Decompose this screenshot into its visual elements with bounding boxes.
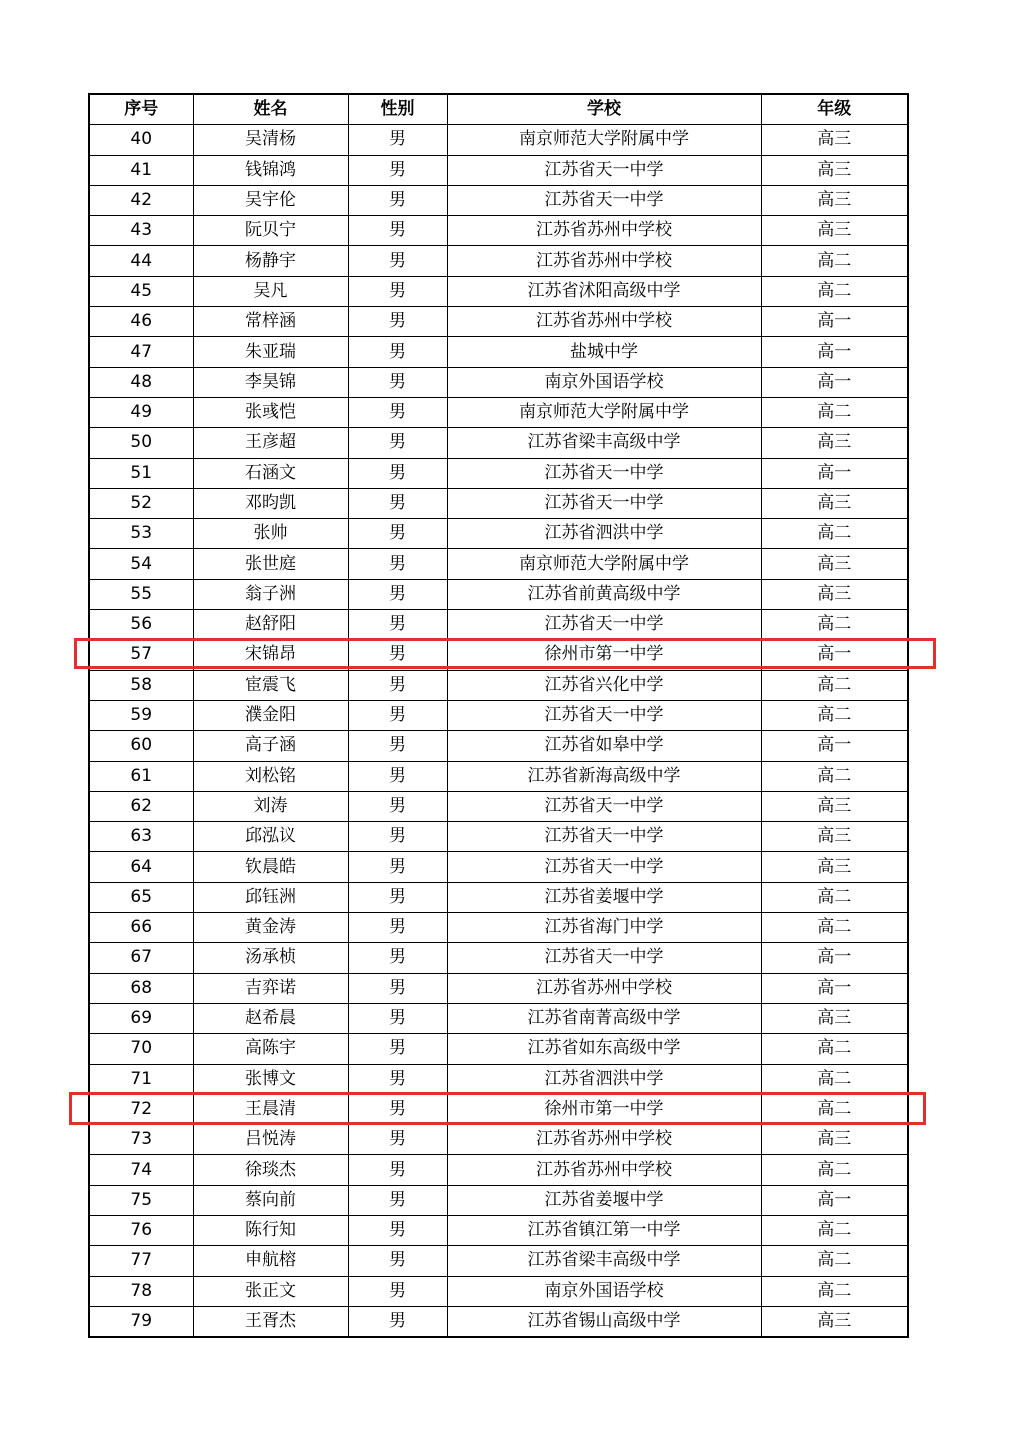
cell-name: 杨静宇 bbox=[193, 246, 348, 276]
cell-grade: 高三 bbox=[761, 579, 908, 609]
cell-name: 翁子洲 bbox=[193, 579, 348, 609]
table-row bbox=[89, 1246, 908, 1276]
cell-name: 宋锦昂 bbox=[193, 640, 348, 670]
table-row bbox=[89, 1155, 908, 1185]
cell-school: 江苏省锡山高级中学 bbox=[447, 1306, 761, 1337]
cell-name: 蔡向前 bbox=[193, 1185, 348, 1215]
cell-name: 张帅 bbox=[193, 519, 348, 549]
cell-grade: 高三 bbox=[761, 216, 908, 246]
cell-school: 江苏省天一中学 bbox=[447, 700, 761, 730]
table-body bbox=[89, 125, 908, 1337]
cell-no: 51 bbox=[89, 458, 193, 488]
cell-gender: 男 bbox=[348, 1155, 447, 1185]
cell-no: 72 bbox=[89, 1094, 193, 1124]
cell-grade: 高一 bbox=[761, 367, 908, 397]
cell-grade: 高三 bbox=[761, 549, 908, 579]
table-row bbox=[89, 579, 908, 609]
cell-no: 55 bbox=[89, 579, 193, 609]
table-row bbox=[89, 1276, 908, 1306]
cell-school: 南京外国语学校 bbox=[447, 367, 761, 397]
cell-name: 钱锦鸿 bbox=[193, 155, 348, 185]
cell-school: 江苏省天一中学 bbox=[447, 822, 761, 852]
table-row bbox=[89, 125, 908, 155]
cell-gender: 男 bbox=[348, 791, 447, 821]
table-row bbox=[89, 822, 908, 852]
cell-gender: 男 bbox=[348, 397, 447, 427]
cell-name: 吕悦涛 bbox=[193, 1125, 348, 1155]
cell-gender: 男 bbox=[348, 1306, 447, 1337]
cell-gender: 男 bbox=[348, 185, 447, 215]
cell-no: 78 bbox=[89, 1276, 193, 1306]
cell-school: 江苏省泗洪中学 bbox=[447, 1064, 761, 1094]
cell-school: 江苏省天一中学 bbox=[447, 458, 761, 488]
cell-school: 江苏省天一中学 bbox=[447, 852, 761, 882]
cell-grade: 高三 bbox=[761, 125, 908, 155]
table-row bbox=[89, 640, 908, 670]
cell-no: 64 bbox=[89, 852, 193, 882]
table-row bbox=[89, 307, 908, 337]
cell-school: 江苏省南菁高级中学 bbox=[447, 1003, 761, 1033]
cell-no: 59 bbox=[89, 700, 193, 730]
cell-grade: 高三 bbox=[761, 1306, 908, 1337]
table-row bbox=[89, 397, 908, 427]
cell-grade: 高二 bbox=[761, 276, 908, 306]
cell-grade: 高一 bbox=[761, 458, 908, 488]
cell-gender: 男 bbox=[348, 1094, 447, 1124]
cell-grade: 高二 bbox=[761, 519, 908, 549]
cell-grade: 高二 bbox=[761, 1094, 908, 1124]
cell-school: 江苏省苏州中学校 bbox=[447, 1155, 761, 1185]
cell-school: 江苏省新海高级中学 bbox=[447, 761, 761, 791]
cell-gender: 男 bbox=[348, 579, 447, 609]
cell-gender: 男 bbox=[348, 610, 447, 640]
cell-gender: 男 bbox=[348, 1276, 447, 1306]
cell-grade: 高一 bbox=[761, 731, 908, 761]
cell-name: 王胥杰 bbox=[193, 1306, 348, 1337]
cell-school: 徐州市第一中学 bbox=[447, 1094, 761, 1124]
header-name: 姓名 bbox=[193, 94, 348, 125]
table-row bbox=[89, 761, 908, 791]
cell-grade: 高一 bbox=[761, 337, 908, 367]
table-row bbox=[89, 852, 908, 882]
cell-gender: 男 bbox=[348, 761, 447, 791]
cell-name: 王晨清 bbox=[193, 1094, 348, 1124]
table-row bbox=[89, 276, 908, 306]
table-row bbox=[89, 1003, 908, 1033]
cell-grade: 高三 bbox=[761, 185, 908, 215]
cell-school: 江苏省天一中学 bbox=[447, 610, 761, 640]
cell-gender: 男 bbox=[348, 943, 447, 973]
cell-name: 邓昀凯 bbox=[193, 488, 348, 518]
cell-school: 盐城中学 bbox=[447, 337, 761, 367]
cell-no: 76 bbox=[89, 1215, 193, 1245]
cell-grade: 高二 bbox=[761, 882, 908, 912]
cell-grade: 高三 bbox=[761, 822, 908, 852]
cell-no: 40 bbox=[89, 125, 193, 155]
cell-gender: 男 bbox=[348, 731, 447, 761]
cell-name: 刘涛 bbox=[193, 791, 348, 821]
cell-no: 45 bbox=[89, 276, 193, 306]
table-row bbox=[89, 458, 908, 488]
cell-name: 张正文 bbox=[193, 1276, 348, 1306]
cell-grade: 高二 bbox=[761, 610, 908, 640]
table-header bbox=[89, 94, 908, 125]
table-row bbox=[89, 216, 908, 246]
cell-no: 49 bbox=[89, 397, 193, 427]
cell-name: 高陈宇 bbox=[193, 1034, 348, 1064]
cell-gender: 男 bbox=[348, 337, 447, 367]
cell-name: 王彦超 bbox=[193, 428, 348, 458]
cell-grade: 高一 bbox=[761, 640, 908, 670]
cell-no: 43 bbox=[89, 216, 193, 246]
cell-no: 50 bbox=[89, 428, 193, 458]
header-gender: 性别 bbox=[348, 94, 447, 125]
cell-no: 62 bbox=[89, 791, 193, 821]
cell-gender: 男 bbox=[348, 428, 447, 458]
table-row bbox=[89, 185, 908, 215]
cell-gender: 男 bbox=[348, 307, 447, 337]
cell-name: 刘松铭 bbox=[193, 761, 348, 791]
cell-school: 江苏省镇江第一中学 bbox=[447, 1215, 761, 1245]
cell-no: 77 bbox=[89, 1246, 193, 1276]
cell-gender: 男 bbox=[348, 125, 447, 155]
cell-no: 58 bbox=[89, 670, 193, 700]
cell-school: 江苏省姜堰中学 bbox=[447, 882, 761, 912]
table-row bbox=[89, 1034, 908, 1064]
table-row bbox=[89, 731, 908, 761]
table-row bbox=[89, 913, 908, 943]
cell-gender: 男 bbox=[348, 246, 447, 276]
cell-gender: 男 bbox=[348, 1034, 447, 1064]
cell-name: 吴宇伦 bbox=[193, 185, 348, 215]
cell-grade: 高二 bbox=[761, 913, 908, 943]
cell-name: 赵希晨 bbox=[193, 1003, 348, 1033]
cell-name: 吴清杨 bbox=[193, 125, 348, 155]
cell-grade: 高二 bbox=[761, 700, 908, 730]
cell-school: 江苏省如东高级中学 bbox=[447, 1034, 761, 1064]
cell-gender: 男 bbox=[348, 367, 447, 397]
cell-school: 江苏省天一中学 bbox=[447, 155, 761, 185]
cell-school: 江苏省泗洪中学 bbox=[447, 519, 761, 549]
cell-grade: 高一 bbox=[761, 307, 908, 337]
cell-gender: 男 bbox=[348, 216, 447, 246]
table-row bbox=[89, 549, 908, 579]
cell-no: 65 bbox=[89, 882, 193, 912]
cell-no: 54 bbox=[89, 549, 193, 579]
table-row bbox=[89, 943, 908, 973]
cell-gender: 男 bbox=[348, 882, 447, 912]
cell-gender: 男 bbox=[348, 852, 447, 882]
table-row bbox=[89, 670, 908, 700]
cell-gender: 男 bbox=[348, 458, 447, 488]
table-row bbox=[89, 1185, 908, 1215]
table-row bbox=[89, 488, 908, 518]
cell-gender: 男 bbox=[348, 1246, 447, 1276]
cell-no: 67 bbox=[89, 943, 193, 973]
cell-no: 56 bbox=[89, 610, 193, 640]
cell-grade: 高三 bbox=[761, 155, 908, 185]
cell-school: 徐州市第一中学 bbox=[447, 640, 761, 670]
cell-name: 吉弈诺 bbox=[193, 973, 348, 1003]
header-row bbox=[89, 94, 908, 125]
table-row bbox=[89, 973, 908, 1003]
cell-school: 江苏省苏州中学校 bbox=[447, 307, 761, 337]
cell-grade: 高三 bbox=[761, 488, 908, 518]
cell-name: 宦震飞 bbox=[193, 670, 348, 700]
cell-gender: 男 bbox=[348, 822, 447, 852]
cell-name: 张博文 bbox=[193, 1064, 348, 1094]
cell-school: 南京外国语学校 bbox=[447, 1276, 761, 1306]
student-roster-table bbox=[88, 93, 909, 1338]
table-row bbox=[89, 519, 908, 549]
cell-school: 江苏省苏州中学校 bbox=[447, 973, 761, 1003]
cell-grade: 高二 bbox=[761, 670, 908, 700]
cell-school: 江苏省天一中学 bbox=[447, 185, 761, 215]
cell-school: 南京师范大学附属中学 bbox=[447, 125, 761, 155]
cell-school: 江苏省兴化中学 bbox=[447, 670, 761, 700]
cell-grade: 高三 bbox=[761, 1125, 908, 1155]
table-row bbox=[89, 337, 908, 367]
table-row bbox=[89, 1064, 908, 1094]
cell-no: 70 bbox=[89, 1034, 193, 1064]
cell-name: 邱泓议 bbox=[193, 822, 348, 852]
cell-no: 63 bbox=[89, 822, 193, 852]
cell-gender: 男 bbox=[348, 488, 447, 518]
cell-grade: 高一 bbox=[761, 943, 908, 973]
cell-school: 江苏省苏州中学校 bbox=[447, 216, 761, 246]
header-no: 序号 bbox=[89, 94, 193, 125]
cell-no: 60 bbox=[89, 731, 193, 761]
cell-name: 赵舒阳 bbox=[193, 610, 348, 640]
cell-name: 邱钰洲 bbox=[193, 882, 348, 912]
cell-no: 71 bbox=[89, 1064, 193, 1094]
table-row bbox=[89, 610, 908, 640]
cell-name: 高子涵 bbox=[193, 731, 348, 761]
cell-school: 江苏省如皋中学 bbox=[447, 731, 761, 761]
table-row bbox=[89, 1125, 908, 1155]
table-row bbox=[89, 367, 908, 397]
cell-name: 朱亚瑞 bbox=[193, 337, 348, 367]
cell-no: 69 bbox=[89, 1003, 193, 1033]
cell-no: 42 bbox=[89, 185, 193, 215]
cell-name: 申航榕 bbox=[193, 1246, 348, 1276]
cell-school: 江苏省天一中学 bbox=[447, 791, 761, 821]
cell-gender: 男 bbox=[348, 1003, 447, 1033]
cell-name: 濮金阳 bbox=[193, 700, 348, 730]
cell-name: 李昊锦 bbox=[193, 367, 348, 397]
cell-gender: 男 bbox=[348, 913, 447, 943]
cell-no: 57 bbox=[89, 640, 193, 670]
cell-no: 73 bbox=[89, 1125, 193, 1155]
cell-name: 张世庭 bbox=[193, 549, 348, 579]
cell-grade: 高一 bbox=[761, 973, 908, 1003]
table-row bbox=[89, 1215, 908, 1245]
cell-no: 48 bbox=[89, 367, 193, 397]
cell-grade: 高二 bbox=[761, 761, 908, 791]
table-row bbox=[89, 428, 908, 458]
cell-grade: 高二 bbox=[761, 1064, 908, 1094]
cell-no: 46 bbox=[89, 307, 193, 337]
cell-grade: 高二 bbox=[761, 1215, 908, 1245]
cell-no: 79 bbox=[89, 1306, 193, 1337]
cell-gender: 男 bbox=[348, 1215, 447, 1245]
cell-name: 阮贝宁 bbox=[193, 216, 348, 246]
table-row bbox=[89, 1094, 908, 1124]
cell-no: 75 bbox=[89, 1185, 193, 1215]
cell-grade: 高二 bbox=[761, 246, 908, 276]
cell-name: 汤承桢 bbox=[193, 943, 348, 973]
cell-no: 66 bbox=[89, 913, 193, 943]
cell-gender: 男 bbox=[348, 640, 447, 670]
cell-name: 陈行知 bbox=[193, 1215, 348, 1245]
cell-gender: 男 bbox=[348, 1064, 447, 1094]
cell-name: 张彧恺 bbox=[193, 397, 348, 427]
cell-school: 江苏省天一中学 bbox=[447, 488, 761, 518]
cell-no: 53 bbox=[89, 519, 193, 549]
cell-gender: 男 bbox=[348, 700, 447, 730]
cell-school: 南京师范大学附属中学 bbox=[447, 549, 761, 579]
cell-grade: 高二 bbox=[761, 397, 908, 427]
cell-gender: 男 bbox=[348, 155, 447, 185]
cell-grade: 高三 bbox=[761, 791, 908, 821]
table-row bbox=[89, 882, 908, 912]
cell-no: 44 bbox=[89, 246, 193, 276]
cell-name: 钦晨皓 bbox=[193, 852, 348, 882]
cell-school: 江苏省苏州中学校 bbox=[447, 1125, 761, 1155]
cell-no: 41 bbox=[89, 155, 193, 185]
cell-grade: 高三 bbox=[761, 852, 908, 882]
cell-name: 常梓涵 bbox=[193, 307, 348, 337]
cell-gender: 男 bbox=[348, 519, 447, 549]
cell-no: 52 bbox=[89, 488, 193, 518]
cell-grade: 高三 bbox=[761, 1003, 908, 1033]
cell-name: 黄金涛 bbox=[193, 913, 348, 943]
cell-grade: 高三 bbox=[761, 428, 908, 458]
cell-grade: 高二 bbox=[761, 1034, 908, 1064]
cell-gender: 男 bbox=[348, 1125, 447, 1155]
cell-no: 68 bbox=[89, 973, 193, 1003]
cell-school: 江苏省沭阳高级中学 bbox=[447, 276, 761, 306]
cell-grade: 高二 bbox=[761, 1155, 908, 1185]
cell-school: 江苏省姜堰中学 bbox=[447, 1185, 761, 1215]
cell-name: 石涵文 bbox=[193, 458, 348, 488]
cell-no: 61 bbox=[89, 761, 193, 791]
table-row bbox=[89, 155, 908, 185]
cell-no: 47 bbox=[89, 337, 193, 367]
table-row bbox=[89, 791, 908, 821]
cell-school: 江苏省天一中学 bbox=[447, 943, 761, 973]
table-row bbox=[89, 246, 908, 276]
table-row bbox=[89, 700, 908, 730]
cell-gender: 男 bbox=[348, 973, 447, 1003]
cell-school: 江苏省梁丰高级中学 bbox=[447, 428, 761, 458]
cell-gender: 男 bbox=[348, 276, 447, 306]
cell-school: 江苏省梁丰高级中学 bbox=[447, 1246, 761, 1276]
cell-grade: 高二 bbox=[761, 1246, 908, 1276]
cell-grade: 高一 bbox=[761, 1185, 908, 1215]
header-grade: 年级 bbox=[761, 94, 908, 125]
header-school: 学校 bbox=[447, 94, 761, 125]
cell-gender: 男 bbox=[348, 1185, 447, 1215]
cell-gender: 男 bbox=[348, 670, 447, 700]
cell-school: 江苏省海门中学 bbox=[447, 913, 761, 943]
cell-school: 江苏省苏州中学校 bbox=[447, 246, 761, 276]
cell-gender: 男 bbox=[348, 549, 447, 579]
cell-no: 74 bbox=[89, 1155, 193, 1185]
cell-name: 吴凡 bbox=[193, 276, 348, 306]
cell-grade: 高二 bbox=[761, 1276, 908, 1306]
cell-name: 徐琰杰 bbox=[193, 1155, 348, 1185]
cell-school: 南京师范大学附属中学 bbox=[447, 397, 761, 427]
cell-school: 江苏省前黄高级中学 bbox=[447, 579, 761, 609]
table-row bbox=[89, 1306, 908, 1337]
